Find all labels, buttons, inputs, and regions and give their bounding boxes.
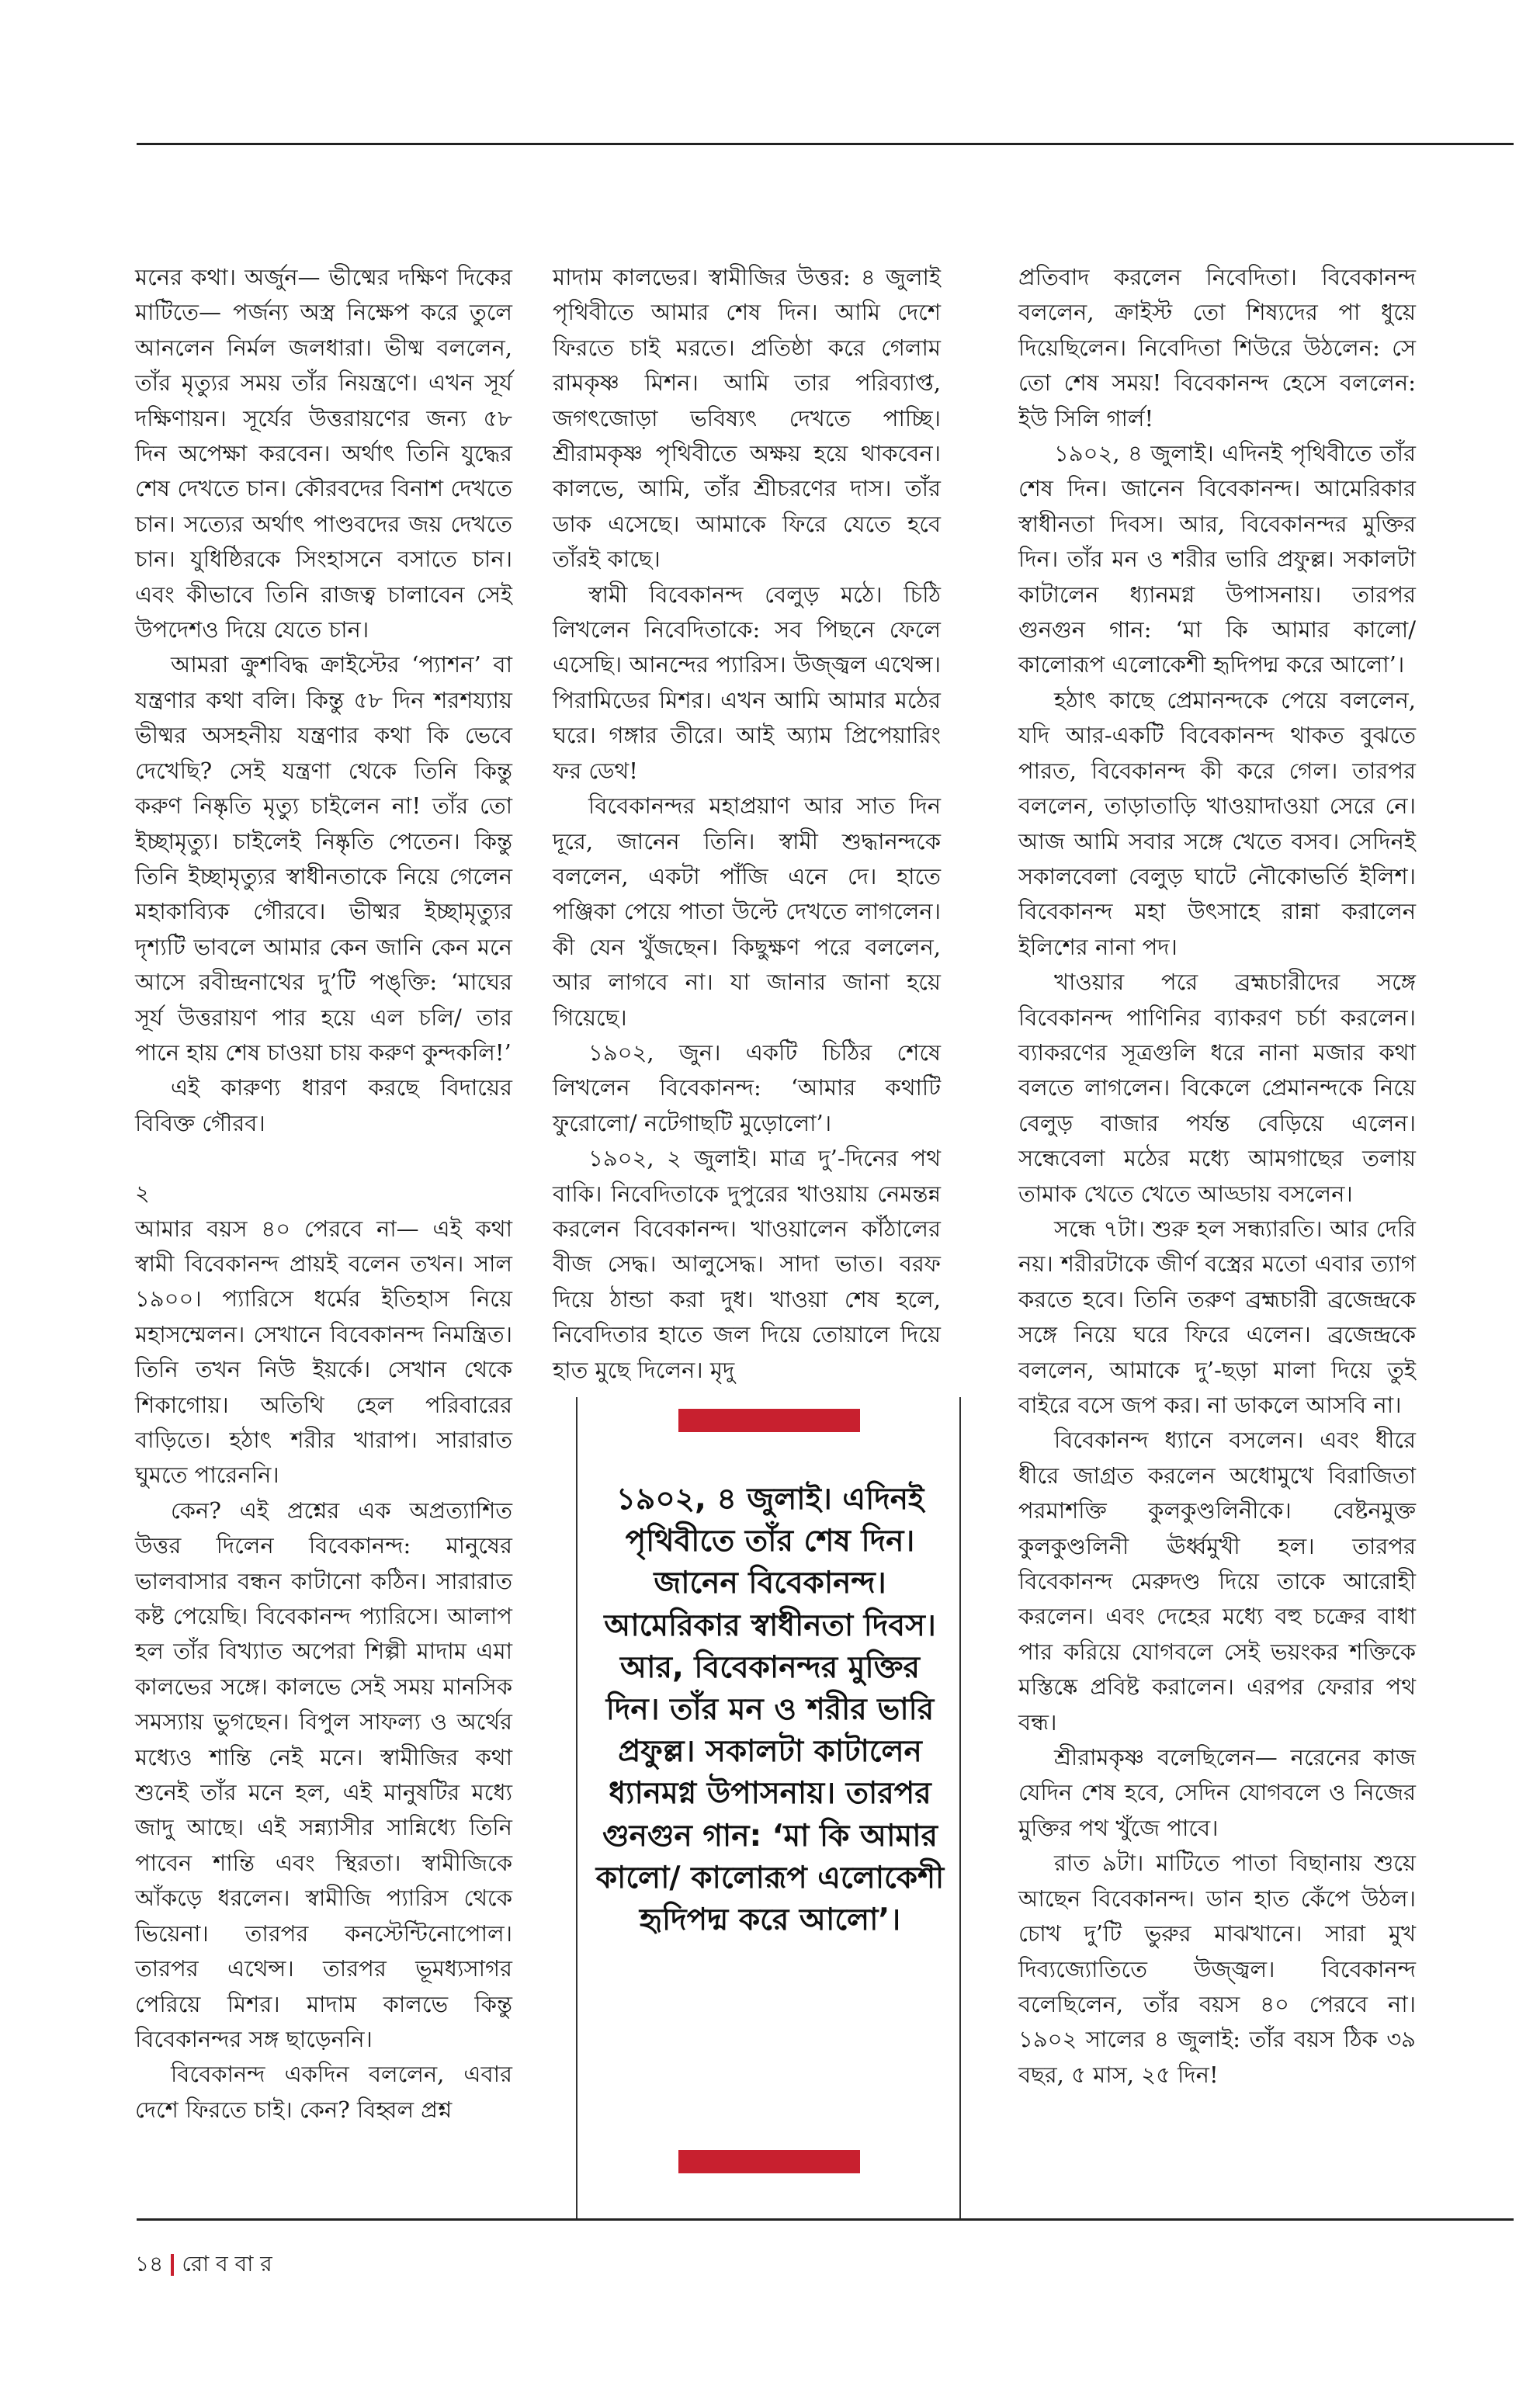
paragraph: স্বামী বিবেকানন্দ বেলুড় মঠে। চিঠি লিখলেন নিবেদিতাকে: সব পিছনে ফেলে এসেছি। আনন্দের প্যারিস। উজ্জ্বল এথেন্স। পিরামিডের মিশর। এখন আমি আমার মঠের ঘরে। গঙ্গার তীরে। আই অ্যাম প্রিপেয়ারিং ফর ডেথ! <box>553 581 941 784</box>
section-name: রো ব বা র <box>182 2251 272 2277</box>
pull-quote-right-rule <box>959 1397 961 2218</box>
pull-quote-bottom-bar <box>678 2150 860 2173</box>
paragraph: কেন? এই প্রশ্নের এক অপ্রত্যাশিত উত্তর দিলেন বিবেকানন্দ: মানুষের ভালবাসার বন্ধন কাটানো কঠিন। সারারাত কষ্ট পেয়েছি। বিবেকানন্দ প্যারিসে। আলাপ হল তাঁর বিখ্যাত অপেরা শিল্পী মাদাম এমা কালভের সঙ্গে। কালভে সেই সময় মানসিক সমস্যায় ভুগছেন। বিপুল সাফল্য ও অর্থের মধ্যেও শান্তি নেই মনে। স্বামীজির কথা শুনেই তাঁর মনে হল, এই মানুষটির মধ্যে জাদু আছে। এই সন্ন্যাসীর সান্নিধ্যে তিনি পাবেন শান্তি এবং স্থিরতা। স্বামীজিকে আঁকড়ে ধরলেন। স্বামীজি প্যারিস থেকে ভিয়েনা। তারপর কনস্টেন্টিনোপোল। তারপর এথেন্স। তারপর ভূমধ্যসাগর পেরিয়ে মিশর। মাদাম কালভে কিন্তু বিবেকানন্দর সঙ্গ ছাড়েননি। <box>135 1496 512 2052</box>
paragraph: ১৯০২, জুন। একটি চিঠির শেষে লিখলেন বিবেকানন্দ: ‘আমার কথাটি ফুরোলো/ নটেগাছটি মুড়োলো’। <box>553 1039 941 1136</box>
paragraph: শ্রীরামকৃষ্ণ বলেছিলেন— নরেনের কাজ যেদিন শেষ হবে, সেদিন যোগবলে ও নিজের মুক্তির পথ খুঁজে পাবে। <box>1018 1744 1416 1841</box>
page-footer <box>135 2247 272 2284</box>
paragraph: মাদাম কালভের। স্বামীজির উত্তর: ৪ জুলাই পৃথিবীতে আমার শেষ দিন। আমি দেশে ফিরতে চাই মরতে। প্রতিষ্ঠা করে গেলাম রামকৃষ্ণ মিশন। আমি তার পরিব্যাপ্ত, জগৎজোড়া ভবিষ্যৎ দেখতে পাচ্ছি। শ্রীরামকৃষ্ণ পৃথিবীতে অক্ষয় হয়ে থাকবেন। কালভে, আমি, তাঁর শ্রীচরণের দাস। তাঁর ডাক এসেছে। আমাকে ফিরে যেতে হবে তাঁরই কাছে। <box>553 264 941 573</box>
paragraph: ১৯০২, ৪ জুলাই। এদিনই পৃথিবীতে তাঁর শেষ দিন। জানেন বিবেকানন্দ। আমেরিকার স্বাধীনতা দিবস। আর, বিবেকানন্দর মুক্তির দিন। তাঁর মন ও শরীর ভারি প্রফুল্ল। সকালটা কাটালেন ধ্যানমগ্ন উপাসনায়। তারপর গুনগুন গান: ‘মা কি আমার কালো/ কালোরূপ এলোকেশী হৃদিপদ্ম করে আলো’। <box>1018 440 1416 678</box>
paragraph: বিবেকানন্দর মহাপ্রয়াণ আর সাত দিন দূরে, জানেন তিনি। স্বামী শুদ্ধানন্দকে বললেন, একটা পাঁজি এনে দে। হাতে পঞ্জিকা পেয়ে পাতা উল্টে দেখতে লাগলেন। কী যেন খুঁজছেন। কিছুক্ষণ পরে বললেন, আর লাগবে না। যা জানার জানা হয়ে গিয়েছে। <box>553 792 941 1031</box>
paragraph: ১৯০২, ২ জুলাই। মাত্র দু’-দিনের পথ বাকি। নিবেদিতাকে দুপুরের খাওয়ায় নেমন্তন্ন করলেন বিবেকানন্দ। খাওয়ালেন কাঁঠালের বীজ সেদ্ধ। আলুসেদ্ধ। সাদা ভাত। বরফ দিয়ে ঠান্ডা করা দুধ। খাওয়া শেষ হলে, নিবেদিতার হাতে জল দিয়ে তোয়ালে দিয়ে হাত মুছে দিলেন। মৃদু <box>553 1145 941 1383</box>
section-number: ২ <box>135 1180 150 1207</box>
pull-quote-left-rule <box>576 1397 578 2218</box>
paragraph: বিবেকানন্দ একদিন বললেন, এবার দেশে ফিরতে চাই। কেন? বিহ্বল প্রশ্ন <box>135 2061 512 2123</box>
bottom-rule <box>137 2218 1514 2221</box>
article-column-1 <box>135 260 512 2128</box>
paragraph: আমরা ক্রুশবিদ্ধ ক্রাইস্টের ‘প্যাশন’ বা যন্ত্রণার কথা বলি। কিন্তু ৫৮ দিন শরশয্যায় ভীষ্মর অসহনীয় যন্ত্রণার কথা কি ভেবে দেখেছি? সেই যন্ত্রণা থেকে তিনি কিন্তু করুণ নিষ্কৃতি মৃত্যু চাইলেন না! তাঁর তো ইচ্ছামৃত্যু। চাইলেই নিষ্কৃতি পেতেন। কিন্তু তিনি ইচ্ছামৃত্যুর স্বাধীনতাকে নিয়ে গেলেন মহাকাব্যিক গৌরবে। ভীষ্মর ইচ্ছামৃত্যুর দৃশ্যটি ভাবলে আমার কেন জানি কেন মনে আসে রবীন্দ্রনাথের দু’টি পঙ্‌ক্তি: ‘মাঘের সূর্য উত্তরায়ণ পার হয়ে এল চলি/ তার পানে হায় শেষ চাওয়া চায় করুণ কুন্দকলি!’ <box>135 651 512 1066</box>
footer-separator <box>171 2254 174 2276</box>
paragraph: প্রতিবাদ করলেন নিবেদিতা। বিবেকানন্দ বললেন, ক্রাইস্ট তো শিষ্যদের পা ধুয়ে দিয়েছিলেন। নিবেদিতা শিউরে উঠলেন: সে তো শেষ সময়! বিবেকানন্দ হেসে বললেন: ইউ সিলি গার্ল! <box>1018 264 1416 432</box>
paragraph: আমার বয়স ৪০ পেরবে না— এই কথা স্বামী বিবেকানন্দ প্রায়ই বলেন তখন। সাল ১৯০০। প্যারিসে ধর্মের ইতিহাস নিয়ে মহাসম্মেলন। সেখানে বিবেকানন্দ নিমন্ত্রিত। তিনি তখন নিউ ইয়র্কে। সেখান থেকে শিকাগোয়। অতিথি হেল পরিবারের বাড়িতে। হঠাৎ শরীর খারাপ। সারারাত ঘুমতে পারেননি। <box>135 1215 512 1489</box>
paragraph: রাত ৯টা। মাটিতে পাতা বিছানায় শুয়ে আছেন বিবেকানন্দ। ডান হাত কেঁপে উঠল। চোখ দু’টি ভুরুর মাঝখানে। সারা মুখ দিব্যজ্যোতিতে উজ্জ্বল। বিবেকানন্দ বলেছিলেন, তাঁর বয়স ৪০ পেরবে না। ১৯০২ সালের ৪ জুলাই: তাঁর বয়স ঠিক ৩৯ বছর, ৫ মাস, ২৫ দিন! <box>1018 1850 1416 2088</box>
pull-quote-top-bar <box>678 1409 860 1432</box>
article-column-2 <box>553 260 941 1388</box>
paragraph: খাওয়ার পরে ব্রহ্মচারীদের সঙ্গে বিবেকানন্দ পাণিনির ব্যাকরণ চর্চা করলেন। ব্যাকরণের সূত্রগুলি ধরে নানা মজার কথা বলতে লাগলেন। বিকেলে প্রেমানন্দকে নিয়ে বেলুড় বাজার পর্যন্ত বেড়িয়ে এলেন। সন্ধেবেলা মঠের মধ্যে আমগাছের তলায় তামাক খেতে খেতে আড্ডায় বসলেন। <box>1018 969 1416 1207</box>
paragraph: এই কারুণ্য ধারণ করছে বিদায়ের বিবিক্ত গৌরব। <box>135 1074 512 1136</box>
article-column-3 <box>1018 260 1416 2093</box>
paragraph: বিবেকানন্দ ধ্যানে বসলেন। এবং ধীরে ধীরে জাগ্রত করলেন অধোমুখে বিরাজিতা পরমাশক্তি কুলকুণ্ডলিনীকে। বেষ্টনমুক্ত কুলকুণ্ডলিনী ঊর্ধ্বমুখী হল। তারপর বিবেকানন্দ মেরুদণ্ড দিয়ে তাকে আরোহী করলেন। এবং দেহের মধ্যে বহু চক্রের বাধা পার করিয়ে যোগবলে সেই ভয়ংকর শক্তিকে মস্তিষ্কে প্রবিষ্ট করালেন। এরপর ফেরার পথ বন্ধ। <box>1018 1427 1416 1736</box>
pull-quote: ১৯০২, ৪ জুলাই। এদিনই পৃথিবীতে তাঁর শেষ দিন। জানেন বিবেকানন্দ। আমেরিকার স্বাধীনতা দিবস। আর, বিবেকানন্দর মুক্তির দিন। তাঁর মন ও শরীর ভারি প্রফুল্ল। সকালটা কাটালেন ধ্যানমগ্ন উপাসনায়। তারপর গুনগুন গান: ‘মা কি আমার কালো/ কালোরূপ এলোকেশী হৃদিপদ্ম করে আলো’। <box>595 1482 945 1938</box>
paragraph: মনের কথা। অর্জুন— ভীষ্মের দক্ষিণ দিকের মাটিতে— পর্জন্য অস্ত্র নিক্ষেপ করে তুলে আনলেন নির্মল জলধারা। ভীষ্ম বললেন, তাঁর মৃত্যুর সময় তাঁর নিয়ন্ত্রণে। এখন সূর্য দক্ষিণায়ন। সূর্যের উত্তরায়ণের জন্য ৫৮ দিন অপেক্ষা করবেন। অর্থাৎ তিনি যুদ্ধের শেষ দেখতে চান। কৌরবদের বিনাশ দেখতে চান। সত্যের অর্থাৎ পাণ্ডবদের জয় দেখতে চান। যুধিষ্ঠিরকে সিংহাসনে বসাতে চান। এবং কীভাবে তিনি রাজত্ব চালাবেন সেই উপদেশও দিয়ে যেতে চান। <box>135 264 512 643</box>
page-number: ১৪ <box>135 2251 164 2277</box>
paragraph: হঠাৎ কাছে প্রেমানন্দকে পেয়ে বললেন, যদি আর-একটি বিবেকানন্দ থাকত বুঝতে পারত, বিবেকানন্দ কী করে গেল। তারপর বললেন, তাড়াতাড়ি খাওয়াদাওয়া সেরে নে। আজ আমি সবার সঙ্গে খেতে বসব। সেদিনই সকালবেলা বেলুড় ঘাটে নৌকোভর্তি ইলিশ। বিবেকানন্দ মহা উৎসাহে রান্না করালেন ইলিশের নানা পদ। <box>1018 686 1416 960</box>
paragraph: সন্ধে ৭টা। শুরু হল সন্ধ্যারতি। আর দেরি নয়। শরীরটাকে জীর্ণ বস্ত্রের মতো এবার ত্যাগ করতে হবে। তিনি তরুণ ব্রহ্মচারী ব্রজেন্দ্রকে সঙ্গে নিয়ে ঘরে ফিরে এলেন। ব্রজেন্দ্রকে বললেন, আমাকে দু’-ছড়া মালা দিয়ে তুই বাইরে বসে জপ কর। না ডাকলে আসবি না। <box>1018 1215 1416 1418</box>
top-rule <box>137 143 1514 145</box>
